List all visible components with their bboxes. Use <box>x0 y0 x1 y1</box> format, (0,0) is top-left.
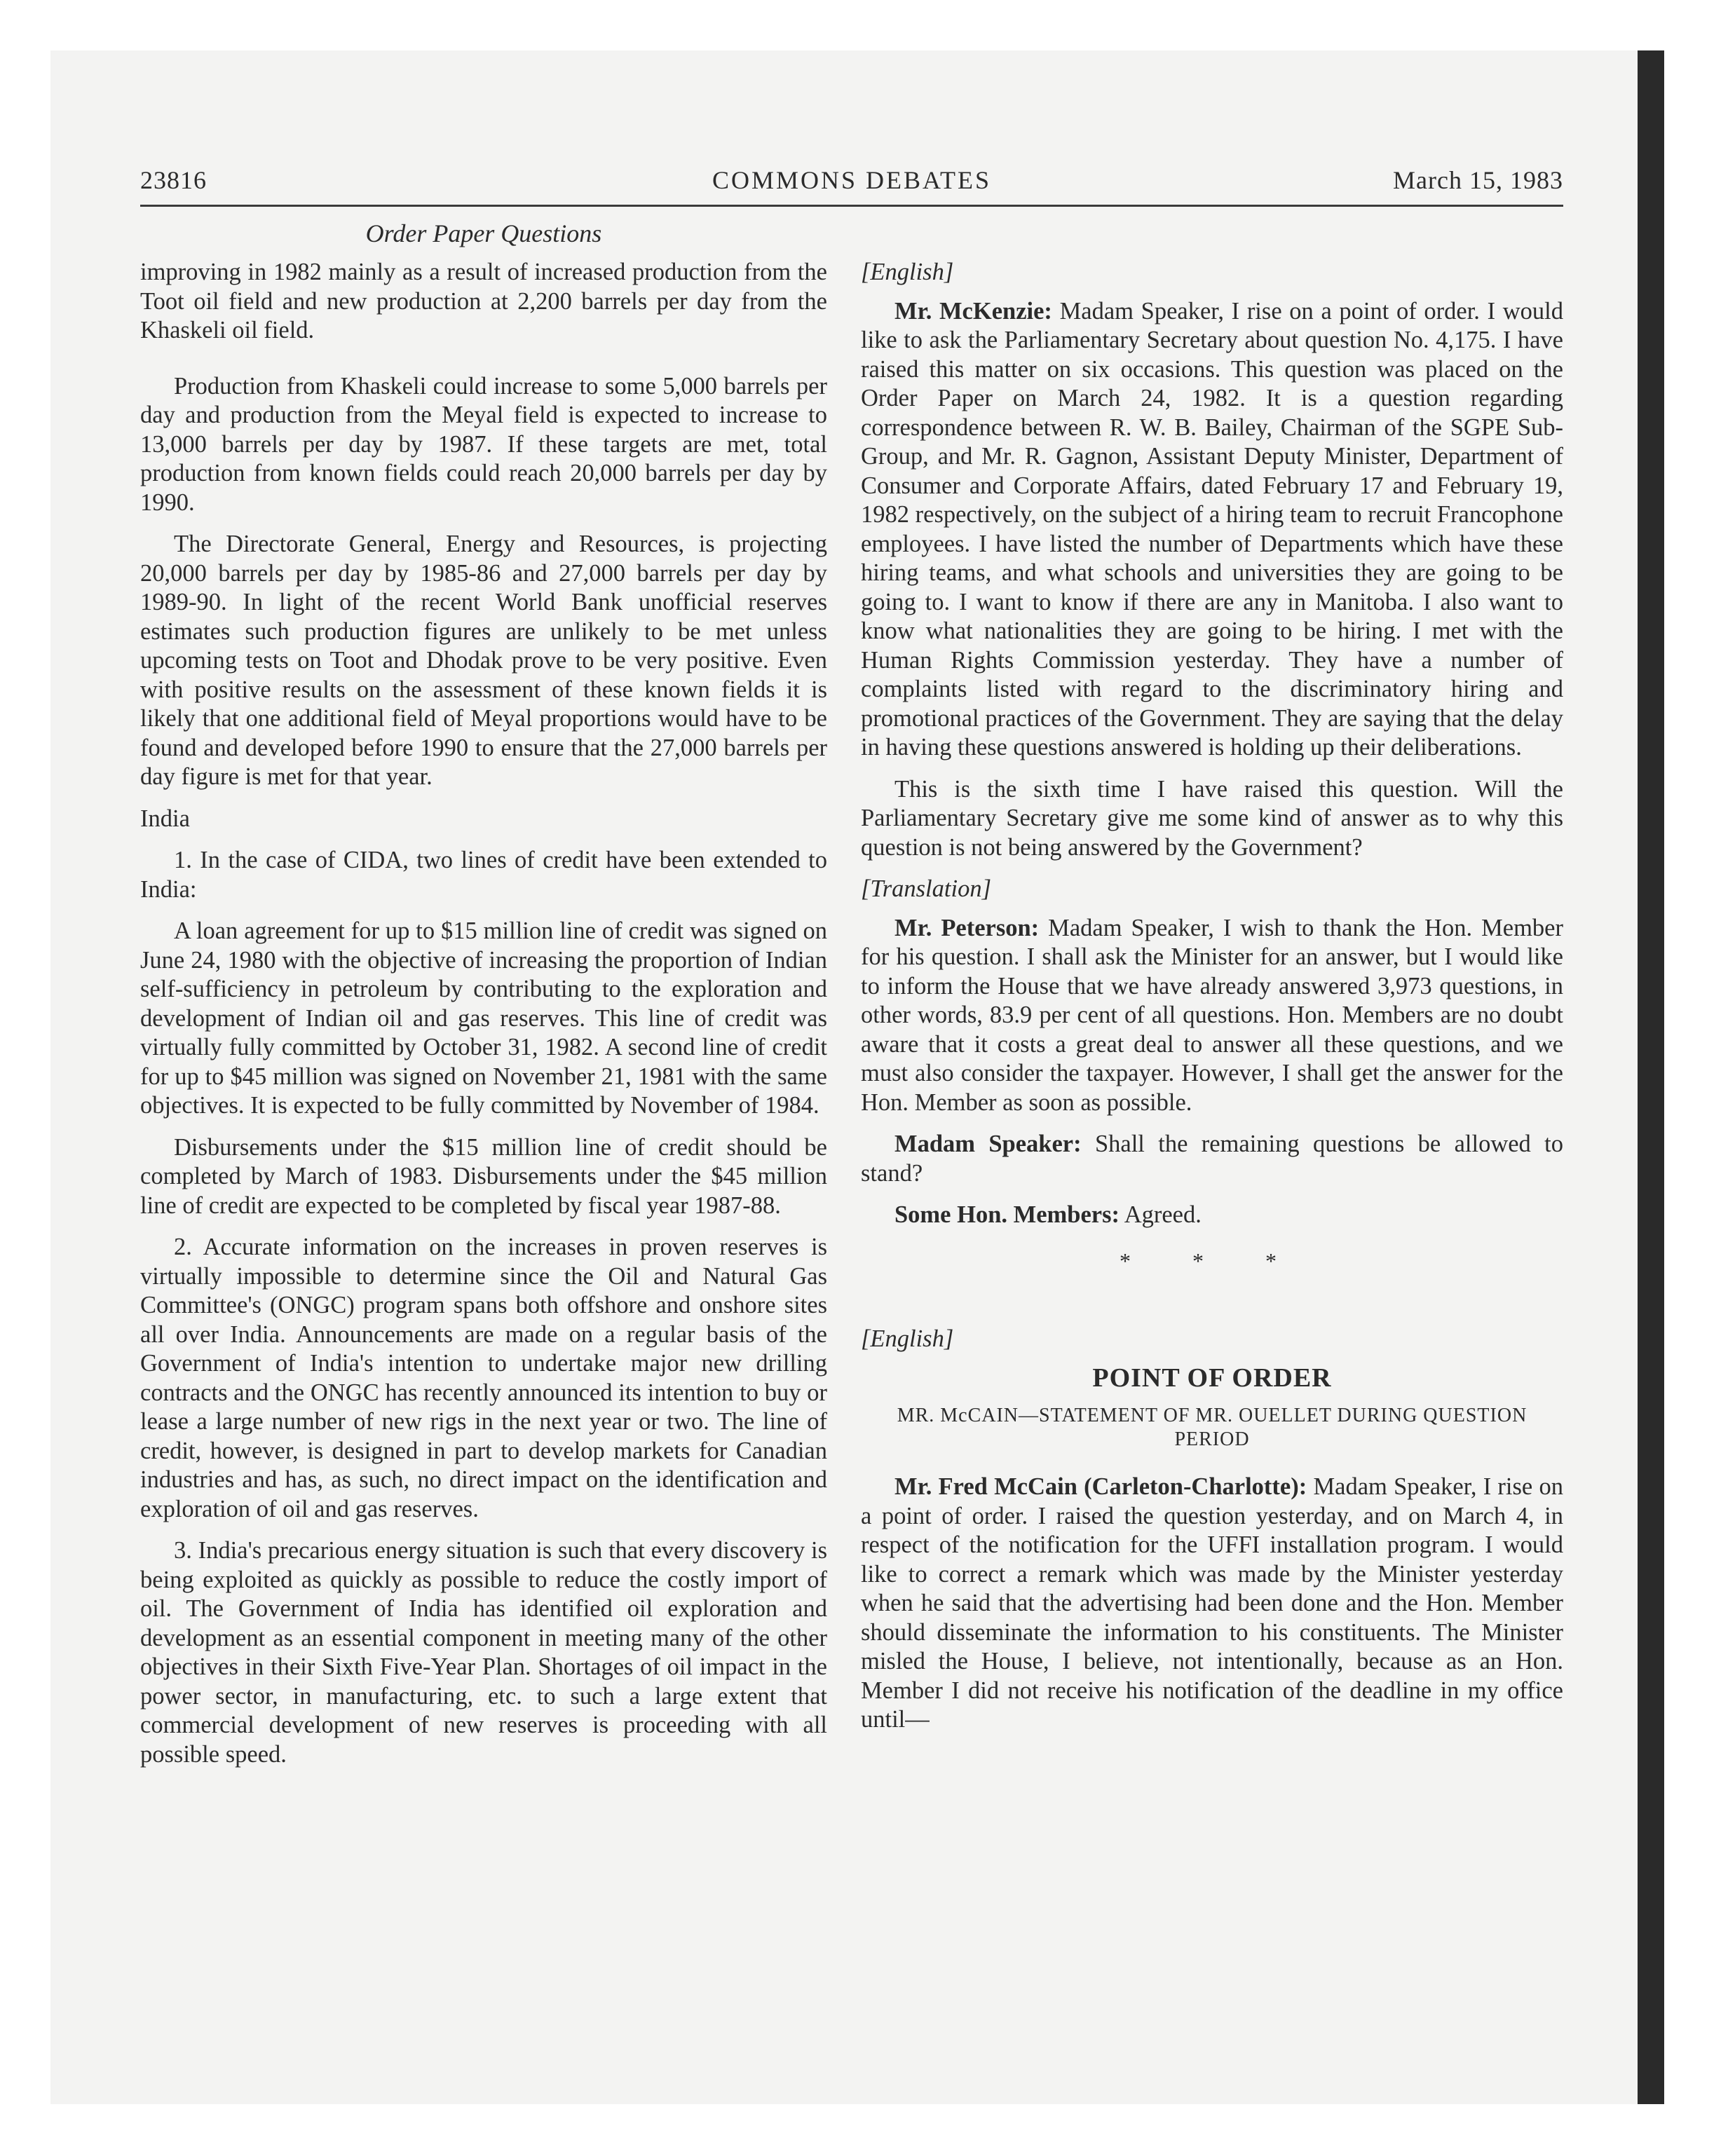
language-tag: [English] <box>861 259 954 285</box>
left-column <box>140 258 827 1782</box>
speech-paragraph <box>861 1473 1563 1735</box>
subsection-heading: India <box>140 805 190 832</box>
speech-text: Madam Speaker, I rise on a point of order. I raised the question yesterday, and on March 4, in respect of the notification for the UFFI installation program. I would like to correct a remark which was made by the Minister yesterday when he said that the advertising had been done and the Hon. Member should disseminate the information to his constituents. The Minister misled the House, I believe, not intentionally, because as an Hon. Member I did not receive his notification of the deadline in my office until— <box>861 1473 1563 1733</box>
scan-edge-bar <box>1638 50 1664 2104</box>
paragraph: A loan agreement for up to $15 million line of credit was signed on June 24, 1980 with the objective of increasing the proportion of Indian self-sufficiency in petroleum by contributing to the exploration and development of Indian oil and gas reserves. This line of credit was virtually fully committed by October 31, 1982. A second line of credit for up to $45 million was signed on November 21, 1981 with the same objectives. It is expected to be fully committed by November of 1984. <box>140 917 827 1119</box>
speaker-name: Mr. Peterson: <box>894 914 1040 941</box>
page-header <box>140 165 1563 207</box>
paragraph: The Directorate General, Energy and Resources, is projecting 20,000 barrels per day by 1985-86 and 27,000 barrels per day by 1989-90. In light of the recent World Bank unofficial reserves estimates such production figures are unlikely to be met unless upcoming tests on Toot and Dhodak prove to be very positive. Even with positive results on the assessment of these known fields it is likely that one additional field of Meyal proportions would have to be found and developed before 1990 to ensure that the 27,000 barrels per day figure is met for that year. <box>140 531 827 790</box>
speech-paragraph <box>861 914 1563 1118</box>
page-number: 23816 <box>140 166 207 194</box>
speech-text: Shall the remaining questions be allowed to stand? <box>861 1131 1563 1187</box>
speaker-name: Madam Speaker: <box>894 1131 1082 1157</box>
speech-text: Madam Speaker, I wish to thank the Hon. Member for his question. I shall ask the Minister for an answer, but I would like to inform the House that we have already answered 3,973 questions, in other words, 83.9 per cent of all questions. Hon. Members are no doubt aware that it costs a great deal to answer all these questions, and we must also consider the taxpayer. However, I shall get the answer for the Hon. Member as soon as possible. <box>861 914 1563 1116</box>
page-date: March 15, 1983 <box>1393 166 1563 194</box>
speech-paragraph <box>861 297 1563 763</box>
language-tag: [Translation] <box>861 875 991 902</box>
speech-paragraph: This is the sixth time I have raised this question. Will the Parliamentary Secretary give me some kind of answer as to why this question is not being answered by the Government? <box>861 775 1563 861</box>
paragraph: improving in 1982 mainly as a result of increased production from the Toot oil field and new production at 2,200 barrels per day from the Khaskeli oil field. <box>140 259 827 343</box>
paragraph: 3. India's precarious energy situation is such that every discovery is being exploited as quickly as possible to reduce the costly import of oil. The Government of India has identified oil exploration and development as an essential component in meeting many of the other objectives in their Sixth Five-Year Plan. Shortages of oil impact in the power sector, in manufacturing, etc. to such a large extent that commercial development of new reserves is proceeding with all possible speed. <box>140 1537 827 1768</box>
speaker-name: Some Hon. Members: <box>894 1201 1120 1228</box>
language-tag: [English] <box>861 1325 954 1352</box>
speech-paragraph <box>861 1130 1563 1188</box>
speaker-name: Mr. McKenzie: <box>894 297 1052 325</box>
section-subheading: MR. McCAIN—STATEMENT OF MR. OUELLET DURING QUESTION PERIOD <box>897 1405 1528 1450</box>
section-label: Order Paper Questions <box>365 219 602 247</box>
paragraph: 1. In the case of CIDA, two lines of credit have been extended to India: <box>140 847 827 903</box>
speech-text: Madam Speaker, I rise on a point of order. I would like to ask the Parliamentary Secretary about question No. 4,175. I have raised this matter on six occasions. This question was placed on the Order Paper on March 24, 1982. It is a question regarding correspondence between R. W. B. Bailey, Chairman of the SGPE Sub-Group, and Mr. R. Gagnon, Assistant Deputy Minister, Department of Consumer and Corporate Affairs, dated February 17 and February 19, 1982 respectively, on the subject of a hiring team to recruit Francophone employees. I have listed the number of Departments which have these hiring teams, and what schools and universities they are going to be going to. I want to know if there are any in Manitoba. I also want to know what nationalities they are going to be hiring. I met with the Human Rights Commission yesterday. They have a number of complaints listed with regard to the discriminatory hiring and promotional practices of the Government. They are saying that the delay in having these questions answered is holding up their deliberations. <box>861 297 1564 760</box>
speech-text: Agreed. <box>1124 1201 1202 1228</box>
right-column <box>861 258 1563 1747</box>
speech-paragraph <box>861 1201 1563 1230</box>
paragraph: Production from Khaskeli could increase to some 5,000 barrels per day and production from the Meyal field is expected to increase to 13,000 barrels per day by 1987. If these targets are met, total production from known fields could reach 20,000 barrels per day by 1990. <box>140 372 827 516</box>
speaker-name: Mr. Fred McCain (Carleton-Charlotte): <box>894 1473 1307 1500</box>
publication-title: COMMONS DEBATES <box>712 166 992 194</box>
paragraph: 2. Accurate information on the increases in proven reserves is virtually impossible to determine since the Oil and Natural Gas Committee's (ONGC) program spans both offshore and onshore sites all over India. Announcements are made on a regular basis of the Government of India's intention to undertake major new drilling contracts and the ONGC has recently announced its intention to buy or lease a large number of new rigs in the next year or two. The line of credit, however, is designed in part to develop markets for Canadian industries and has, as such, no direct impact on the identification and exploration of oil and gas reserves. <box>140 1234 827 1522</box>
section-separator: * * * <box>1120 1248 1305 1274</box>
section-heading: POINT OF ORDER <box>1092 1363 1332 1393</box>
paragraph: Disbursements under the $15 million line of credit should be completed by March of 1983. Disbursements under the $45 million line of credit are expected to be completed by fiscal year 1987-88. <box>140 1133 827 1219</box>
